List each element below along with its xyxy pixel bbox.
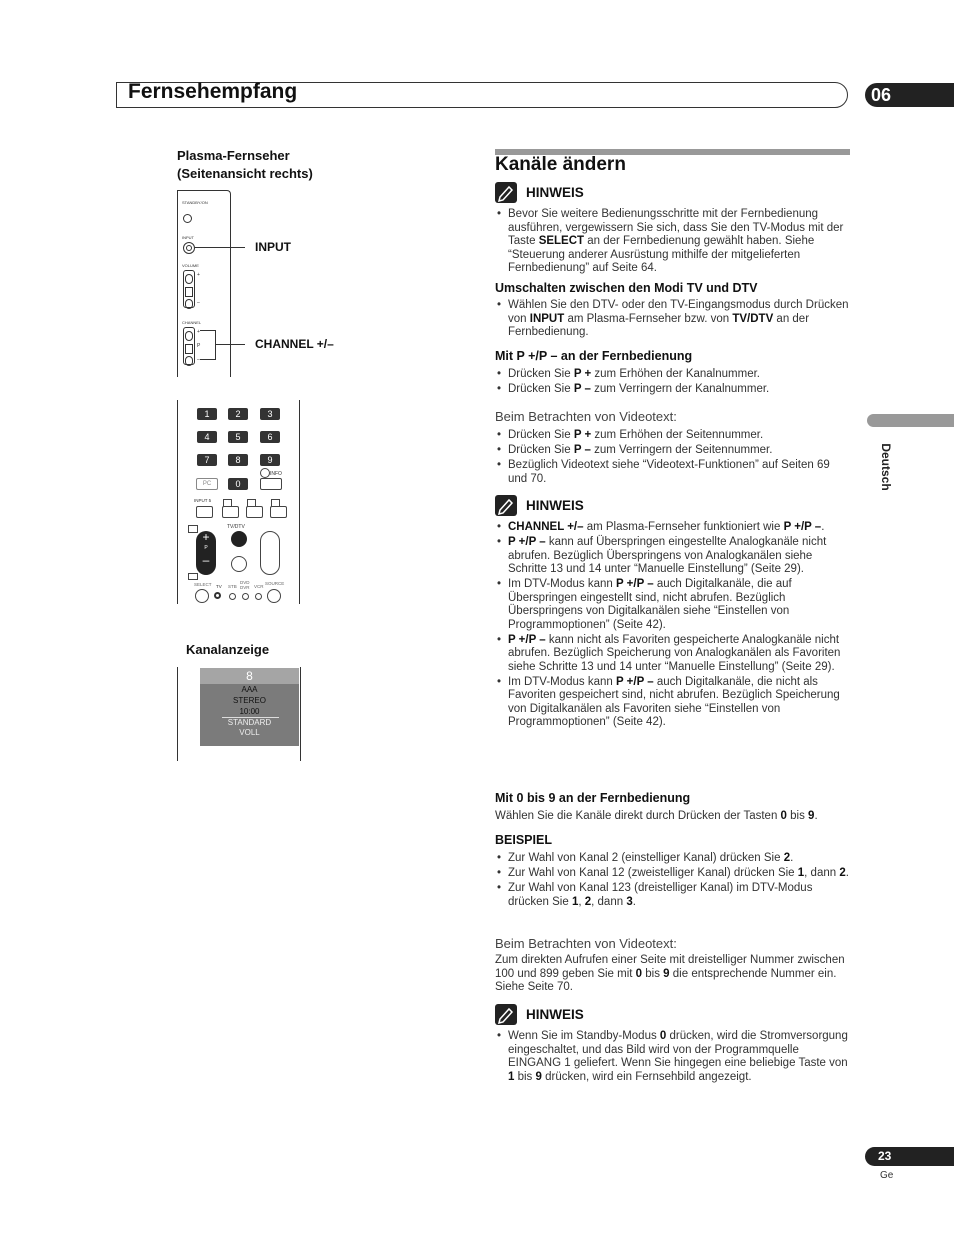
standby-label: STANDBY/ON — [182, 200, 208, 205]
note-pencil-icon — [495, 182, 517, 203]
volume-rocker-remote[interactable] — [260, 531, 280, 575]
key-6[interactable]: 6 — [260, 431, 280, 443]
vcr-label: VCR — [254, 584, 264, 589]
language-label: Deutsch — [879, 443, 893, 491]
list-item: • Im DTV-Modus kann P +/P – auch Digitalkanäle, die nicht als Favoriten gespeichert sind, nicht abrufen. Bezüglich Speicherung von Digitalkanälen als Favoriten siehe “Einstellen von Programmoptionen” (Seite 42). — [495, 676, 850, 730]
list-item: • P +/P – kann nicht als Favoriten gespeicherte Analogkanäle nicht abrufen. Bezüglich Speicherung von Analogkanälen als Favoriten siehe Schritte 13 und 14 unter “Manuelle Einstellung” (Seite 29). — [495, 634, 850, 675]
note-2-header — [495, 495, 584, 517]
tv-label: TV — [216, 584, 222, 589]
sub-heading-p-keys: Mit P +/P – an der Fernbedienung — [495, 349, 693, 363]
osd-time: 10:00 — [239, 707, 260, 716]
key-7[interactable]: 7 — [197, 454, 217, 466]
volume-label: VOLUME — [182, 263, 199, 268]
page-number: 23 — [865, 1147, 954, 1166]
key-4[interactable]: 4 — [197, 431, 217, 443]
example-heading: BEISPIEL — [495, 833, 552, 847]
input-label: INPUT — [182, 235, 194, 240]
key-3[interactable]: 3 — [260, 408, 280, 420]
list-item: • Drücken Sie P – zum Verringern der Kanalnummer. — [495, 383, 850, 397]
channel-p-rocker[interactable]: + P – — [196, 531, 216, 575]
example-body — [495, 852, 850, 911]
standby-button[interactable] — [183, 214, 192, 223]
volume-minus: – — [197, 300, 200, 306]
stb-label: STB — [228, 584, 237, 589]
osd-panel — [200, 668, 299, 746]
channel-bracket — [200, 330, 216, 360]
input-button[interactable] — [183, 242, 195, 254]
input5-label: INPUT 5 — [194, 498, 212, 503]
language-tab — [867, 414, 954, 427]
key-1[interactable]: 1 — [197, 408, 217, 420]
info-icon[interactable] — [260, 468, 270, 478]
callout-channel: CHANNEL +/– — [255, 337, 334, 351]
note-label: HINWEIS — [526, 1007, 584, 1022]
key-5[interactable]: 5 — [228, 431, 248, 443]
info-label: INFO — [270, 471, 282, 477]
tvdtv-label: TV/DTV — [227, 524, 245, 530]
list-item: • Im DTV-Modus kann P +/P – auch Digitalkanäle, die auf Überspringen eingestellt sind, nicht abrufen. Bezüglich Überspringens von Digitalkanälen siehe “Einstellen von Programmoptionen” (Seite 42). — [495, 578, 850, 632]
chapter-tab: 06 — [865, 83, 954, 107]
source-label: SOURCE — [265, 581, 285, 586]
list-item: • Wählen Sie den DTV- oder den TV-Eingangsmodus durch Drücken von INPUT am Plasma-Fernseher bzw. von TV/DTV an der Fernbedienung. — [495, 299, 850, 340]
sub3-body: Wählen Sie die Kanäle direkt durch Drücken der Tasten 0 bis 9. — [495, 810, 818, 822]
remote-control — [177, 400, 300, 604]
source-power-button[interactable] — [267, 589, 281, 603]
key-0[interactable]: 0 — [228, 478, 248, 490]
stb-indicator — [229, 593, 236, 600]
language-code: Ge — [880, 1170, 894, 1181]
vcr-indicator — [255, 593, 262, 600]
sub-heading-modes: Umschalten zwischen den Modi TV und DTV — [495, 281, 758, 295]
list-item: • Drücken Sie P – zum Verringern der Seitennummer. — [495, 444, 850, 458]
picture-icon — [223, 499, 232, 507]
list-item: • Wenn Sie im Standby-Modus 0 drücken, wird die Stromversorgung eingeschaltet, und das Bild wird von der Programmquelle EINGANG 1 geliefert. Wenn Sie hingegen eine beliebige Taste von 1 bis 9 drücken, wird ein Fernsehbild angezeigt. — [495, 1030, 850, 1084]
list-item: • CHANNEL +/– am Plasma-Fernseher funktioniert wie P +/P –. — [495, 521, 850, 535]
key-8[interactable]: 8 — [228, 454, 248, 466]
volume-plus: + — [197, 272, 200, 278]
osd-screen-mode: VOLL — [239, 728, 260, 737]
note-1-body — [495, 208, 850, 277]
func-button-3[interactable] — [246, 506, 263, 518]
osd-channel-name: AAA — [241, 685, 258, 694]
list-item: • Zur Wahl von Kanal 12 (zweistelliger Kanal) drücken Sie 1, dann 2. — [495, 867, 850, 881]
note-pencil-icon — [495, 495, 517, 516]
select-button[interactable] — [195, 589, 209, 603]
select-label: SELECT — [194, 582, 212, 587]
list-item: • Bezüglich Videotext siehe “Videotext-Funktionen” auf Seiten 69 und 70. — [495, 459, 850, 486]
videotext1-body — [495, 429, 850, 488]
callout-input: INPUT — [255, 240, 291, 254]
videotext-label-2: Beim Betrachten von Videotext: — [495, 936, 677, 951]
plasma-caption — [177, 147, 313, 183]
teletext-button[interactable] — [260, 478, 282, 490]
channel-label: CHANNEL — [182, 320, 202, 325]
key-9[interactable]: 9 — [260, 454, 280, 466]
tv-indicator — [214, 592, 221, 599]
volume-rocker[interactable] — [183, 270, 195, 308]
pc-button[interactable]: PC — [196, 478, 218, 490]
input5-button[interactable] — [196, 506, 213, 518]
osd-channel-number: 8 — [200, 668, 299, 684]
page-title: Fernsehempfang — [128, 80, 298, 103]
plasma-caption-line2: (Seitenansicht rechts) — [177, 166, 313, 181]
channel-p: P — [197, 343, 201, 349]
note-pencil-icon — [495, 1004, 517, 1025]
input-callout-line — [195, 247, 245, 248]
kanalanzeige-caption: Kanalanzeige — [186, 642, 270, 657]
freeze-icon — [271, 499, 280, 507]
note-3-header — [495, 1004, 584, 1026]
videotext-label-1: Beim Betrachten von Videotext: — [495, 409, 677, 424]
note-1-header — [495, 182, 584, 204]
sub1-body — [495, 299, 850, 341]
channel-rocker[interactable] — [183, 327, 195, 365]
section-title: Kanäle ändern — [495, 154, 626, 175]
note-3-body — [495, 1030, 850, 1086]
list-item: • Drücken Sie P + zum Erhöhen der Seitennummer. — [495, 429, 850, 443]
channel-callout-line — [215, 344, 245, 345]
osd-picture-mode: STANDARD — [227, 718, 272, 727]
tvdtv-button[interactable] — [231, 531, 247, 547]
mute-button[interactable] — [231, 556, 247, 572]
note-label: HINWEIS — [526, 498, 584, 513]
sub-heading-number-keys: Mit 0 bis 9 an der Fernbedienung — [495, 791, 691, 805]
channel-minus: – — [197, 357, 200, 363]
note-label: HINWEIS — [526, 185, 584, 200]
favorite-icon — [188, 573, 198, 580]
list-item: • Bevor Sie weitere Bedienungsschritte mit der Fernbedienung ausführen, vergewissern Sie sich, dass Sie den TV-Modus mit der Taste SELECT an der Fernbedienung gewählt haben. Siehe “Steuerung anderer Ausrüstung mithilfe der mitgelieferten Fernbedienung” auf Seite 64. — [495, 208, 850, 276]
list-item: • Zur Wahl von Kanal 2 (einstelliger Kanal) drücken Sie 2. — [495, 852, 850, 866]
key-2[interactable]: 2 — [228, 408, 248, 420]
videotext2-body: Zum direkten Aufrufen einer Seite mit dreistelliger Nummer zwischen 100 und 899 geben Sie mit 0 bis 9 die entsprechende Nummer ein. Siehe Seite 70. — [495, 954, 845, 993]
remote-p-label: P — [204, 545, 208, 551]
func-button-2[interactable] — [222, 506, 239, 518]
note-2-body — [495, 521, 850, 731]
dvd-indicator — [242, 593, 249, 600]
plasma-caption-line1: Plasma-Fernseher — [177, 148, 290, 163]
list-item: • Drücken Sie P + zum Erhöhen der Kanalnummer. — [495, 368, 850, 382]
list-item: • Zur Wahl von Kanal 123 (dreistelliger Kanal) im DTV-Modus drücken Sie 1, 2, dann 3. — [495, 882, 850, 909]
func-button-4[interactable] — [270, 506, 287, 518]
sub2-body — [495, 368, 850, 398]
list-item: • P +/P – kann auf Überspringen eingestellte Analogkanäle nicht abrufen. Bezüglich Überspringens von Analogkanälen siehe Schritte 13 und 14 unter “Manuelle Einstellung” (Seite 29). — [495, 536, 850, 577]
osd-sound-mode: STEREO — [233, 696, 266, 705]
channel-display-figure — [177, 667, 301, 761]
dvd-label: DVD DVR — [240, 580, 250, 590]
screen-icon — [247, 499, 256, 507]
channel-plus: + — [197, 329, 200, 335]
